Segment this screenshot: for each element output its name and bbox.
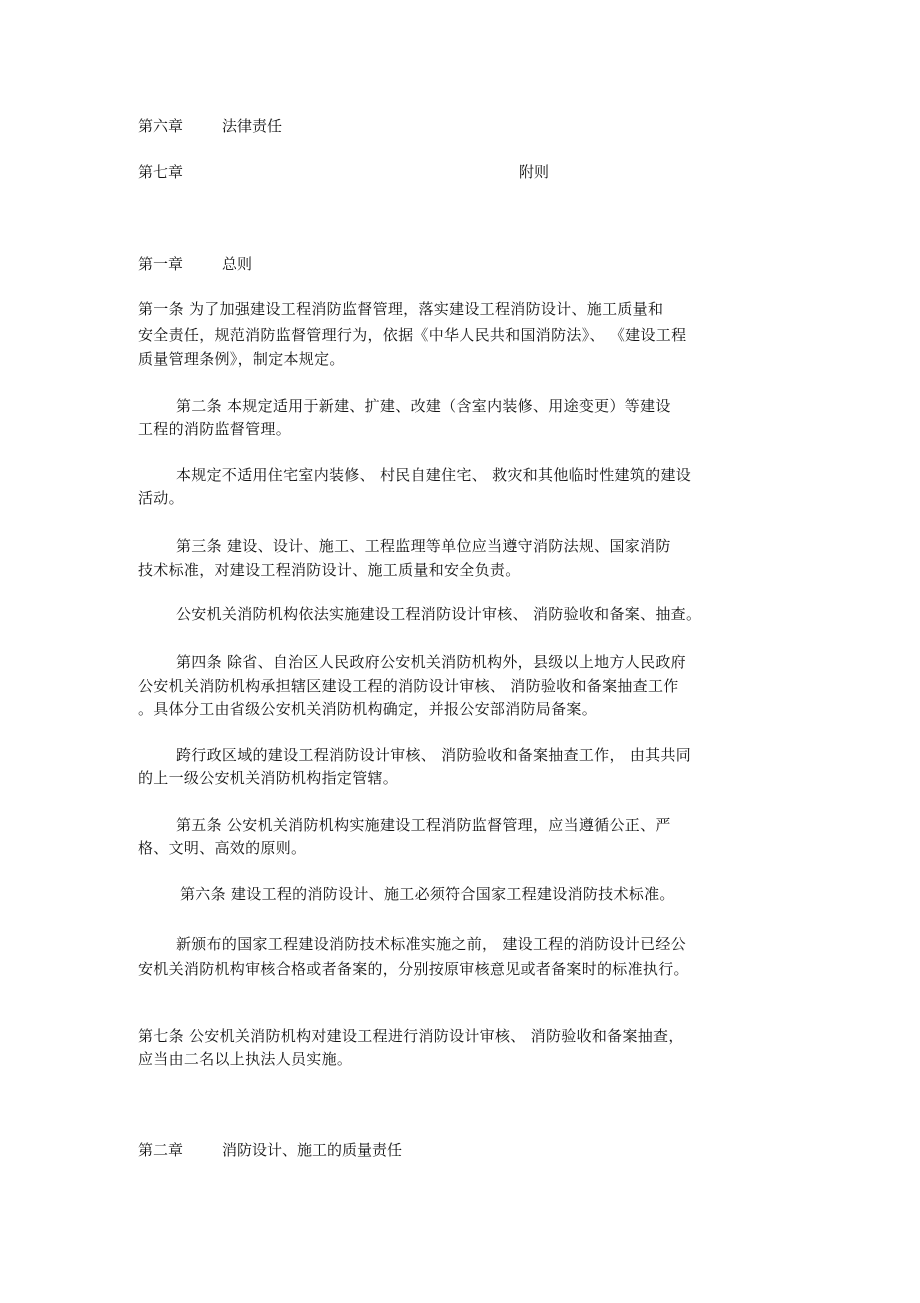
article5-line2: 格、文明、高效的原则。 — [138, 839, 307, 857]
toc-ch6-title: 法律责任 — [222, 117, 283, 135]
article1-line1: 第一条 为了加强建设工程消防监督管理，落实建设工程消防设计、施工质量和 — [138, 300, 664, 318]
cross-region-line1: 跨行政区域的建设工程消防设计审核、 消防验收和备案抽查工作， 由其共同 — [176, 746, 692, 764]
article6-line1: 第六条 建设工程的消防设计、施工必须符合国家工程建设消防技术标准。 — [180, 885, 675, 903]
agency-duty-line: 公安机关消防机构依法实施建设工程消防设计审核、 消防验收和备案、抽查。 — [176, 605, 702, 623]
article2-line2: 工程的消防监督管理。 — [138, 420, 292, 438]
new-standards-line1: 新颁布的国家工程建设消防技术标准实施之前， 建设工程的消防设计已经公 — [176, 935, 686, 953]
toc-ch6-label: 第六章 — [138, 117, 184, 135]
exclusion-line1: 本规定不适用住宅室内装修、 村民自建住宅、 救灾和其他临时性建筑的建设 — [176, 466, 692, 484]
article1-line2: 安全责任，规范消防监督管理行为，依据《中华人民共和国消防法》、 《建设工程 — [138, 326, 687, 344]
chapter1-title: 总则 — [222, 255, 253, 273]
toc-ch7-title: 附则 — [519, 163, 550, 181]
article3-line2: 技术标准，对建设工程消防设计、施工质量和安全负责。 — [138, 561, 521, 579]
article4-line1: 第四条 除省、自治区人民政府公安机关消防机构外，县级以上地方人民政府 — [176, 653, 686, 671]
article5-line1: 第五条 公安机关消防机构实施建设工程消防监督管理，应当遵循公正、严 — [176, 816, 671, 834]
article7-line1: 第七条 公安机关消防机构对建设工程进行消防设计审核、 消防验收和备案抽查， — [138, 1027, 684, 1045]
chapter2-label: 第二章 — [138, 1141, 184, 1159]
article3-line1: 第三条 建设、设计、施工、工程监理等单位应当遵守消防法规、国家消防 — [176, 537, 671, 555]
chapter1-label: 第一章 — [138, 255, 184, 273]
toc-ch7-label: 第七章 — [138, 163, 184, 181]
exclusion-line2: 活动。 — [138, 489, 184, 507]
article4-line2: 公安机关消防机构承担辖区建设工程的消防设计审核、 消防验收和备案抽查工作 — [138, 677, 679, 695]
article7-line2: 应当由二名以上执法人员实施。 — [138, 1050, 353, 1068]
chapter2-title: 消防设计、施工的质量责任 — [222, 1141, 403, 1159]
article1-line3: 质量管理条例》，制定本规定。 — [138, 350, 345, 368]
new-standards-line2: 安机关消防机构审核合格或者备案的，分别按原审核意见或者备案时的标准执行。 — [138, 960, 689, 978]
article2-line1: 第二条 本规定适用于新建、扩建、改建（含室内装修、用途变更）等建设 — [176, 397, 671, 415]
cross-region-line2: 的上一级公安机关消防机构指定管辖。 — [138, 769, 399, 787]
article4-line3: 。具体分工由省级公安机关消防机构确定，并报公安部消防局备案。 — [138, 700, 598, 718]
